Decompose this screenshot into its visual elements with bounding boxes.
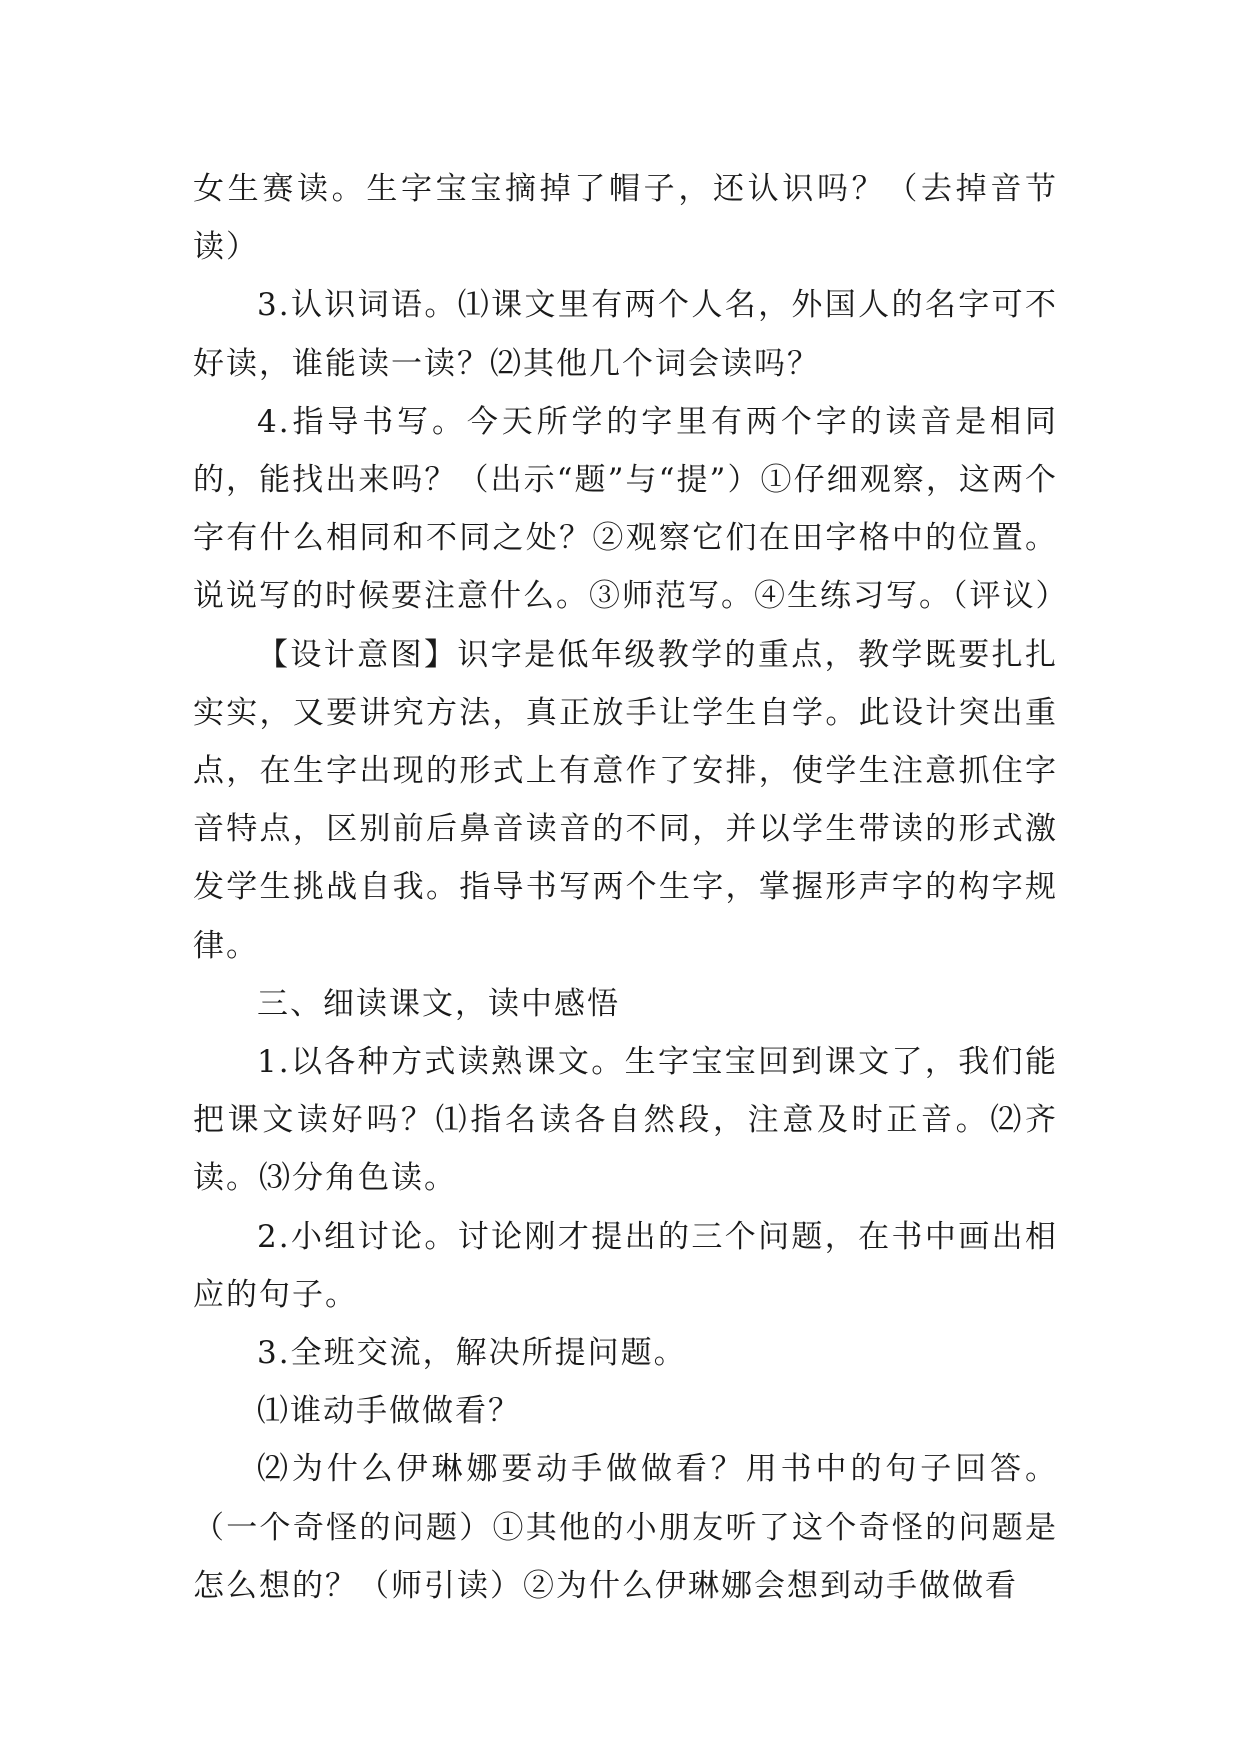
paragraph-design-intent: 【设计意图】识字是低年级教学的重点，教学既要扎扎实实，又要讲究方法，真正放手让学生自学。此设计突出重点，在生字出现的形式上有意作了安排，使学生注意抓住字音特点，区别前后鼻音读音的不同，并以学生带读的形式激发学生挑战自我。指导书写两个生字，掌握形声字的构字规律。 xyxy=(193,636,1058,964)
paragraph-6: 1.以各种方式读熟课文。生字宝宝回到课文了，我们能把课文读好吗？⑴指名读各自然段，注意及时正音。⑵齐读。⑶分角色读。 xyxy=(193,1044,1058,1197)
paragraph-8: 3.全班交流，解决所提问题。 xyxy=(257,1335,687,1372)
paragraph-7: 2.小组讨论。讨论刚才提出的三个问题，在书中画出相应的句子。 xyxy=(193,1218,1058,1313)
section-heading: 三、细读课文，读中感悟 xyxy=(257,985,620,1022)
paragraph-2: 3.认识词语。⑴课文里有两个人名，外国人的名字可不好读，谁能读一读？⑵其他几个词会读吗？ xyxy=(193,287,1058,382)
paragraph-10: ⑵为什么伊琳娜要动手做做看？用书中的句子回答。（一个奇怪的问题）①其他的小朋友听了这个奇怪的问题是怎么想的？（师引读）②为什么伊琳娜会想到动手做做看 xyxy=(193,1451,1058,1604)
document-body xyxy=(193,160,1069,1615)
paragraph-1: 女生赛读。生字宝宝摘掉了帽子，还认识吗？（去掉音节读） xyxy=(193,171,1058,266)
paragraph-9: ⑴谁动手做做看？ xyxy=(257,1393,521,1430)
paragraph-3: 4.指导书写。今天所学的字里有两个字的读音是相同的，能找出来吗？（出示“题”与“提”）①仔细观察，这两个字有什么相同和不同之处？②观察它们在田字格中的位置。说说写的时候要注意什么。③师范写。④生练习写。（评议） xyxy=(193,403,1069,615)
